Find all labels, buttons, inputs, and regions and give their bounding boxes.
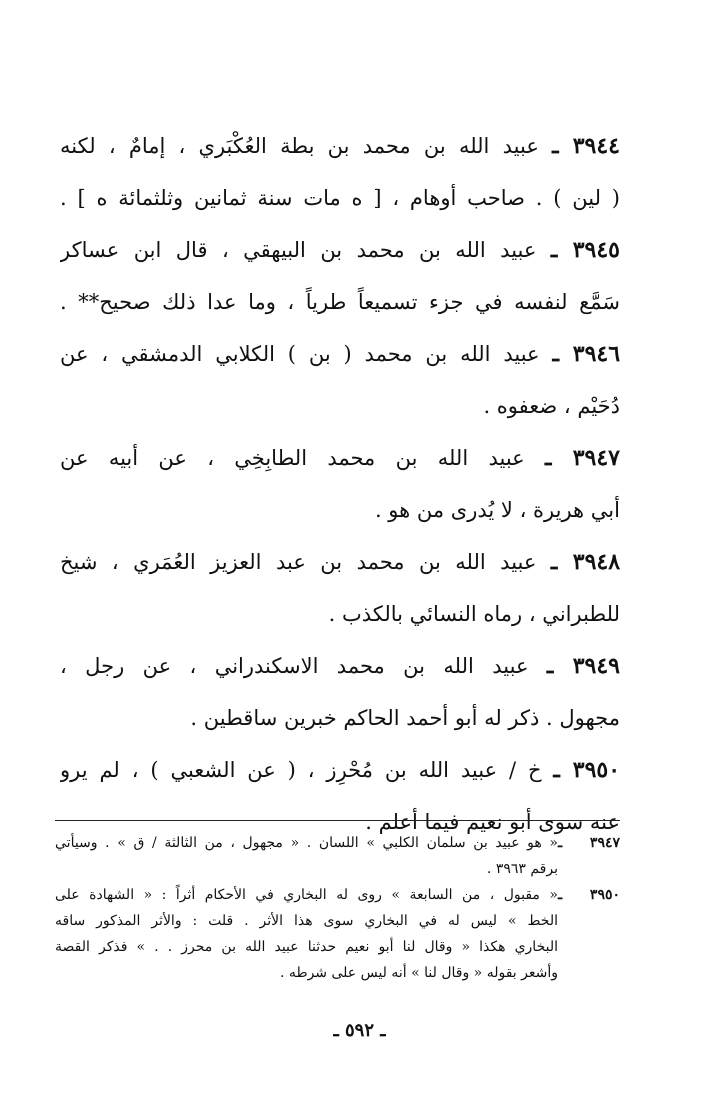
page-number: ـ ٥٩٢ ـ	[333, 1020, 386, 1041]
footnote-number: ٣٩٤٧ ـ	[558, 835, 620, 851]
entry-line	[60, 588, 620, 640]
entry-number: ٣٩٥٠ ـ	[553, 757, 620, 783]
entry-number: ٣٩٤٧ ـ	[545, 445, 620, 471]
footnote-line	[55, 960, 620, 986]
footnote-text: « مقبول ، من السابعة » روى له البخاري في الأحكام أثراً : « الشهادة على	[55, 887, 558, 903]
footnote-number: ٣٩٥٠ ـ	[558, 887, 620, 903]
entry-line	[60, 172, 620, 224]
footnote-divider	[55, 820, 620, 821]
entry-text: للطبراني ، رماه النسائي بالكذب .	[328, 602, 620, 626]
entry-line	[60, 692, 620, 744]
entry-number: ٣٩٤٩ ـ	[546, 653, 620, 679]
footnote-line	[55, 856, 620, 882]
entry-text: عبيد الله بن محمد بن عبد العزيز العُمَري ، شيخ	[60, 550, 551, 574]
footnote-text: وأشعر بقوله « وقال لنا » أنه ليس على شرطه .	[280, 965, 558, 981]
entry-line	[60, 432, 620, 484]
footnote-text: « هو عبيد بن سلمان الكلبي » اللسان . « مجهول ، من الثالثة / ق » . وسيأتي	[55, 835, 558, 851]
entry-line	[60, 276, 620, 328]
footnote-line	[55, 830, 620, 856]
entry-text: ( لين ) . صاحب أوهام ، [ ه مات سنة ثمانين وثلثمائة ه ] .	[60, 186, 620, 210]
footnotes-block	[55, 830, 620, 986]
entry-text: سَمَّع لنفسه في جزء تسميعاً طرياً ، وما عدا ذلك صحيح** .	[60, 290, 620, 314]
entry-text: عبيد الله بن محمد ( بن ) الكلابي الدمشقي ، عن	[60, 342, 553, 366]
entry-line	[60, 328, 620, 380]
entry-text: أبي هريرة ، لا يُدرى من هو .	[374, 498, 620, 522]
entry-line	[60, 640, 620, 692]
footnote-line	[55, 882, 620, 908]
entry-text: عبيد الله بن محمد بن بطة العُكْبَري ، إمامٌ ، لكنه	[60, 134, 553, 158]
footnote-text: الخط » ليس له في البخاري سوى هذا الأثر . قلت : والأثر المذكور ساقه	[55, 913, 558, 929]
main-text-block	[60, 120, 620, 848]
entry-line	[60, 536, 620, 588]
entry-text: دُحَيْم ، ضعفوه .	[483, 394, 620, 418]
entry-number: ٣٩٤٥ ـ	[550, 237, 620, 263]
footnote-text: برقم ٣٩٦٣ .	[486, 861, 558, 877]
entry-number: ٣٩٤٦ ـ	[552, 341, 620, 367]
entry-line	[60, 380, 620, 432]
entry-text: عبيد الله بن محمد بن البيهقي ، قال ابن عساكر	[60, 238, 551, 262]
entry-line	[60, 484, 620, 536]
entry-text: عبيد الله بن محمد الاسكندراني ، عن رجل ،	[60, 654, 547, 678]
entry-line	[60, 224, 620, 276]
entry-line	[60, 120, 620, 172]
entry-text: عبيد الله بن محمد الطابِخِي ، عن أبيه عن	[60, 446, 545, 470]
entry-number: ٣٩٤٤ ـ	[552, 133, 620, 159]
entry-line	[60, 744, 620, 796]
entry-text: عنه سوى أبو نعيم فيما أعلم .	[365, 810, 620, 834]
footnote-line	[55, 934, 620, 960]
entry-text: مجهول . ذكر له أبو أحمد الحاكم خبرين ساقطين .	[190, 706, 620, 730]
entry-number: ٣٩٤٨ ـ	[550, 549, 620, 575]
entry-text: خ / عبيد الله بن مُحْرِز ، ( عن الشعبي ) ، لم يرو	[60, 758, 554, 782]
footnote-text: البخاري هكذا « وقال لنا أبو نعيم حدثنا عبيد الله بن محرز . . » فذكر القصة	[55, 939, 558, 955]
footnote-line	[55, 908, 620, 934]
